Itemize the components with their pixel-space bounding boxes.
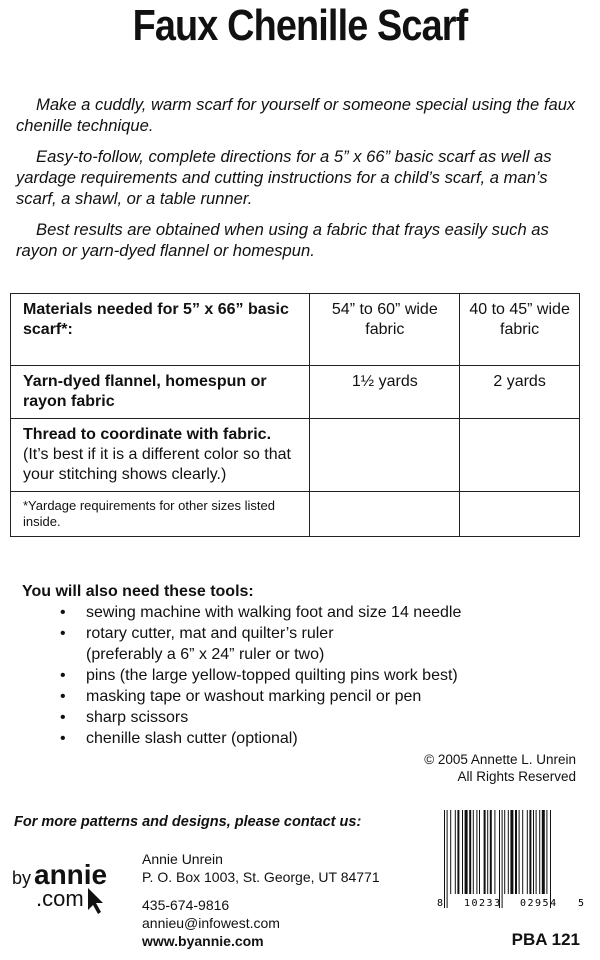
barcode-bar xyxy=(473,810,474,894)
materials-table xyxy=(10,293,580,537)
barcode-bar xyxy=(469,810,471,894)
empty-cell xyxy=(460,492,580,537)
barcode-bar xyxy=(529,810,531,894)
intro-paragraph-2: Easy-to-follow, complete directions for a 5” x 66” basic scarf as well as yardage requirements and cutting instructions for a child’s scarf, a man’s scarf, a shawl, or a table runner. xyxy=(16,147,552,208)
intro-paragraph-3: Best results are obtained when using a fabric that frays easily such as rayon or yarn-dyed flannel or homespun. xyxy=(16,220,549,260)
cursor-icon xyxy=(88,888,103,914)
rights-line: All Rights Reserved xyxy=(457,769,576,784)
tools-list xyxy=(22,602,582,749)
contact-details xyxy=(142,850,380,950)
yardage-footnote: *Yardage requirements for other sizes listed inside. xyxy=(11,492,310,537)
logo-com: .com xyxy=(36,886,84,911)
list-item: • sharp scissors xyxy=(60,709,189,726)
materials-header-col1: 54” to 60” wide fabric xyxy=(310,294,460,366)
byannie-logo xyxy=(10,850,120,920)
contact-address: P. O. Box 1003, St. George, UT 84771 xyxy=(142,869,380,885)
barcode-bar xyxy=(522,810,523,894)
thread-label: Thread to coordinate with fabric. xyxy=(23,426,272,443)
barcode-bar xyxy=(539,810,540,894)
fabric-col1: 1½ yards xyxy=(310,366,460,419)
bullet-icon: • xyxy=(60,730,66,747)
ruler-note: (preferably a 6” x 24” ruler or two) xyxy=(86,646,325,663)
list-item: • chenille slash cutter (optional) xyxy=(60,730,298,747)
intro-paragraph-1: Make a cuddly, warm scarf for yourself or someone special using the faux chenille technique. xyxy=(16,95,576,135)
barcode-digits xyxy=(436,894,586,910)
product-code: PBA 121 xyxy=(511,930,580,949)
bullet-icon: • xyxy=(60,667,66,684)
contact-email[interactable]: annieu@infowest.com xyxy=(142,915,280,931)
barcode-bar xyxy=(510,810,513,894)
materials-header-label: Materials needed for 5” x 66” basic scarf*: xyxy=(11,294,310,366)
barcode-bar xyxy=(487,810,488,894)
barcode-bar xyxy=(490,810,492,894)
contact-phone: 435-674-9816 xyxy=(142,897,230,913)
tools-section xyxy=(22,581,582,749)
bullet-icon: • xyxy=(60,625,66,642)
barcode-bar xyxy=(515,810,517,894)
copyright xyxy=(424,751,576,785)
barcode-bar xyxy=(504,810,505,894)
barcode-bar xyxy=(546,810,547,894)
logo-by: by xyxy=(12,868,32,888)
copyright-line: © 2005 Annette L. Unrein xyxy=(424,752,576,767)
list-item: • pins (the large yellow-topped quilting pins work best) xyxy=(60,667,458,684)
barcode-bar xyxy=(533,810,534,894)
barcode-group-2: 02954 xyxy=(520,898,558,909)
list-item: • rotary cutter, mat and quilter’s ruler (preferably a 6” x 24” ruler or two) xyxy=(60,625,334,663)
materials-header-col2: 40 to 45” wide fabric xyxy=(460,294,580,366)
contact-name: Annie Unrein xyxy=(142,851,223,867)
thread-col1 xyxy=(310,419,460,492)
barcode-bar xyxy=(508,810,509,894)
fabric-col2: 2 yards xyxy=(460,366,580,419)
bullet-icon: • xyxy=(60,709,66,726)
page-title: Faux Chenille Scarf xyxy=(132,1,468,50)
barcode-bar xyxy=(465,810,468,894)
barcode-bar xyxy=(476,810,477,894)
list-item: • sewing machine with walking foot and size 14 needle xyxy=(60,604,462,621)
barcode-bar xyxy=(527,810,528,894)
barcode-left-digit: 8 xyxy=(437,898,444,909)
empty-cell xyxy=(310,492,460,537)
table-row xyxy=(11,419,580,492)
barcode-bar xyxy=(455,810,456,894)
barcode-group-1: 10233 xyxy=(464,898,502,909)
contact-intro: For more patterns and designs, please contact us: xyxy=(14,814,362,830)
table-row xyxy=(11,366,580,419)
tools-heading: You will also need these tools: xyxy=(22,583,254,600)
barcode-bar xyxy=(457,810,459,894)
thread-col2 xyxy=(460,419,580,492)
barcode-bar xyxy=(519,810,520,894)
barcode-bar xyxy=(450,810,451,894)
thread-note: (It’s best if it is a different color so that your stitching shows clearly.) xyxy=(23,446,291,483)
bullet-icon: • xyxy=(60,604,66,621)
barcode-bar xyxy=(542,810,545,894)
table-row xyxy=(11,294,580,366)
barcode-bar xyxy=(536,810,537,894)
list-item: • masking tape or washout marking pencil or pen xyxy=(60,688,422,705)
intro-text xyxy=(16,94,586,271)
logo-annie: annie xyxy=(34,859,108,890)
barcode-bar xyxy=(462,810,463,894)
barcode-right-digit: 5 xyxy=(578,898,585,909)
barcode-bar xyxy=(479,810,480,894)
bullet-icon: • xyxy=(60,688,66,705)
barcode-bar xyxy=(484,810,486,894)
thread-cell xyxy=(11,419,310,492)
table-row xyxy=(11,492,580,537)
barcode-bar xyxy=(494,810,495,894)
fabric-label: Yarn-dyed flannel, homespun or rayon fabric xyxy=(11,366,310,419)
contact-website[interactable]: www.byannie.com xyxy=(142,933,264,949)
